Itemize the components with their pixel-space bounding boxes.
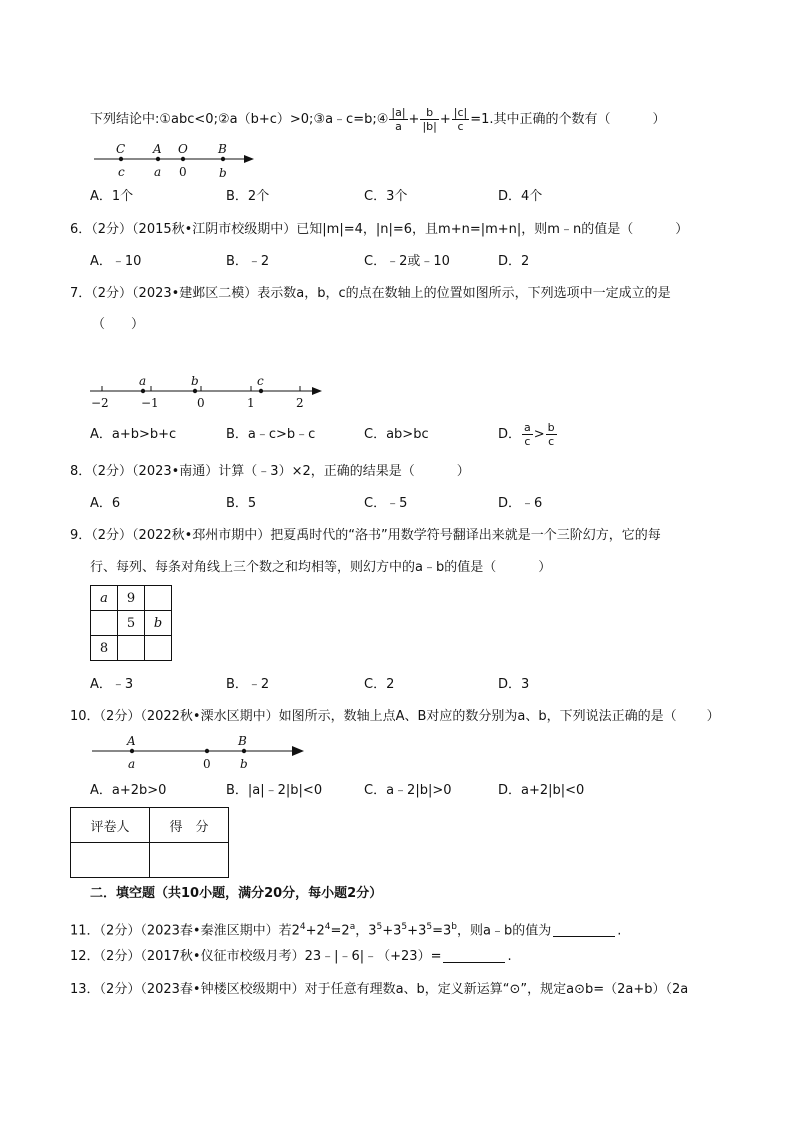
q10-close: ） — [706, 709, 720, 724]
q13-statement: 13．（2分）（2023春•钟楼区校级期中）对于任意有理数a、b，定义新运算“⊙”，规定a⊙b=（2a+b）（2a — [70, 982, 689, 997]
q11-base: 2 — [316, 923, 325, 939]
plus-sign: + — [439, 112, 451, 127]
frac-den: a — [395, 120, 402, 133]
label-O: O — [178, 142, 188, 156]
q5-intro: 下列结论中: — [90, 112, 160, 127]
tick-label-neg2: −2 — [91, 396, 109, 410]
q11-mid: =2 — [330, 923, 350, 939]
q12-end: . — [507, 949, 512, 964]
score-cell[interactable] — [150, 843, 229, 878]
q6-option-a[interactable]: A．﹣10 — [90, 254, 142, 269]
q5-s2: ②a（b+c）>0; — [217, 112, 314, 127]
q11-sep: ， — [355, 923, 369, 939]
q9-option-a[interactable]: A．﹣3 — [90, 677, 134, 692]
q11-pre: 11．（2分）（2023春•秦淮区期中）若 — [70, 923, 292, 939]
q11-exp: 4 — [299, 922, 306, 932]
q8-text: 8．（2分）（2023•南通）计算（﹣3）×2，正确的结果是（ — [70, 464, 415, 479]
q9-option-c[interactable]: C．2 — [364, 677, 395, 692]
q11-post: ，则a﹣b的值为 — [456, 923, 552, 939]
label-B: B — [238, 734, 247, 748]
q8-option-d[interactable]: D．﹣6 — [498, 496, 543, 511]
magic-cell: 9 — [118, 586, 145, 611]
q6-option-d[interactable]: D．2 — [498, 254, 530, 269]
tick-label-neg1: −1 — [141, 396, 159, 410]
frac-num: |a| — [391, 106, 406, 119]
magic-cell: 8 — [91, 636, 118, 661]
q7-paren: （ ） — [92, 317, 145, 332]
q8-close: ） — [456, 464, 470, 479]
frac-den: |b| — [422, 120, 437, 133]
q5-s1: ①abc<0; — [159, 112, 218, 127]
q12-statement — [70, 947, 512, 967]
score-header: 得 分 — [150, 808, 229, 843]
q9-option-d[interactable]: D．3 — [498, 677, 530, 692]
q6-option-b[interactable]: B．﹣2 — [226, 254, 270, 269]
frac-den: c — [457, 120, 464, 133]
q9-option-b[interactable]: B．﹣2 — [226, 677, 270, 692]
label-B: B — [218, 142, 227, 156]
q5-tail: =1.其中正确的个数有（ — [470, 112, 611, 127]
label-b: b — [240, 757, 248, 771]
label-A: A — [127, 734, 136, 748]
q11-exp-b: b — [451, 922, 457, 932]
q6-option-c[interactable]: C．﹣2或﹣10 — [364, 254, 450, 269]
magic-cell: a — [91, 586, 118, 611]
tick-label-2: 2 — [296, 396, 304, 410]
tick-label-0: 0 — [197, 396, 205, 410]
q6-text: 6．（2分）（2015秋•江阴市校级期中）已知|m|=4，|n|=6，且m+n=|m+n|，则m﹣n的值是（ — [70, 222, 634, 237]
q11-base3: 3 — [442, 923, 452, 939]
frac-num: b — [547, 421, 555, 434]
q5-option-b[interactable]: B．2个 — [226, 189, 270, 204]
q8-option-b[interactable]: B．5 — [226, 496, 257, 511]
frac-num: a — [524, 421, 531, 434]
q8-option-c[interactable]: C．﹣5 — [364, 496, 408, 511]
q10-text: 10．（2分）（2022秋•溧水区期中）如图所示，数轴上点A、B对应的数分别为a、b，下列说法正确的是（ — [70, 709, 677, 724]
label-a: a — [128, 757, 136, 771]
section-title: 二．填空题（共10小题，满分20分，每小题2分） — [90, 886, 383, 901]
point-b — [242, 749, 246, 753]
label-c: c — [118, 165, 125, 179]
frac-den: c — [548, 435, 555, 448]
q5-option-a[interactable]: A．1个 — [90, 189, 134, 204]
gt-sign: > — [533, 427, 545, 442]
label-A: A — [153, 142, 162, 156]
q9-statement-line1: 9．（2分）（2022秋•邳州市期中）把夏禹时代的“洛书”用数学符号翻译出来就是一个三阶幻方，它的每 — [70, 528, 661, 543]
q10-option-d[interactable]: D．a+2|b|<0 — [498, 783, 585, 798]
q11-base3: 3 — [368, 923, 377, 939]
label-c: c — [257, 374, 264, 388]
q7-statement: 7．（2分）（2023•建邺区二模）表示数a，b，c的点在数轴上的位置如图所示，下列选项中一定成立的是 — [70, 286, 671, 301]
q5-s4-prefix: ④ — [376, 112, 389, 127]
q5-s3: ③a﹣c=b; — [313, 112, 377, 127]
q11-exp-a: a — [349, 922, 356, 932]
q7-option-a[interactable]: A．a+b>b+c — [90, 427, 177, 442]
label-zero: 0 — [203, 757, 211, 771]
q9-close: ） — [538, 560, 552, 575]
q12-text: 12．（2分）（2017秋•仪征市校级月考）23﹣|﹣6|﹣（+23）= — [70, 949, 442, 964]
point-origin — [205, 749, 209, 753]
plus-sign: + — [408, 112, 420, 127]
frac-den: c — [524, 435, 531, 448]
q6-close: ） — [675, 222, 689, 237]
q11-exp5: 5 — [426, 922, 433, 932]
q7-option-c[interactable]: C．ab>bc — [364, 427, 429, 442]
q10-option-a[interactable]: A．a+2b>0 — [90, 783, 167, 798]
q11-exp: 4 — [324, 922, 331, 932]
label-C: C — [116, 142, 126, 156]
option-prefix: D． — [498, 427, 522, 442]
q11-end: . — [617, 923, 622, 939]
q5-close: ） — [652, 112, 666, 127]
score-table — [70, 807, 229, 878]
q8-option-a[interactable]: A．6 — [90, 496, 121, 511]
q5-option-c[interactable]: C．3个 — [364, 189, 408, 204]
q11-base3: 3 — [418, 923, 427, 939]
grader-header: 评卷人 — [71, 808, 150, 843]
q11-exp5: 5 — [401, 922, 408, 932]
q11-statement: 11．（2分）（2023春•秦淮区期中）若$2^4+2^4=2^a$，$3^5+3^5+3^5=3^b$，则a﹣b的值为 . — [70, 922, 622, 939]
label-b: b — [191, 374, 199, 388]
q10-option-b[interactable]: B．|a|﹣2|b|<0 — [226, 783, 323, 798]
tick-label-1: 1 — [247, 396, 255, 410]
q5-option-d[interactable]: D．4个 — [498, 189, 543, 204]
magic-cell: b — [145, 611, 172, 636]
q7-option-b[interactable]: B．a﹣c>b﹣c — [226, 427, 316, 442]
q11-base: 2 — [291, 923, 300, 939]
frac-num: b — [420, 106, 438, 120]
point-a — [130, 749, 134, 753]
q11-exp5: 5 — [376, 922, 383, 932]
frac-num: |c| — [453, 106, 468, 119]
q9-text2: 行、每列、每条对角线上三个数之和均相等，则幻方中的a﹣b的值是（ — [90, 560, 497, 575]
answer-blank[interactable] — [553, 922, 615, 937]
label-zero: 0 — [179, 165, 187, 179]
label-a: a — [139, 374, 147, 388]
q11-base3: 3 — [393, 923, 402, 939]
answer-blank[interactable] — [443, 948, 505, 963]
magic-cell: 5 — [118, 611, 145, 636]
label-a: a — [154, 165, 162, 179]
q10-option-c[interactable]: C．a﹣2|b|>0 — [364, 783, 452, 798]
grader-cell[interactable] — [71, 843, 150, 878]
label-b: b — [219, 166, 227, 180]
